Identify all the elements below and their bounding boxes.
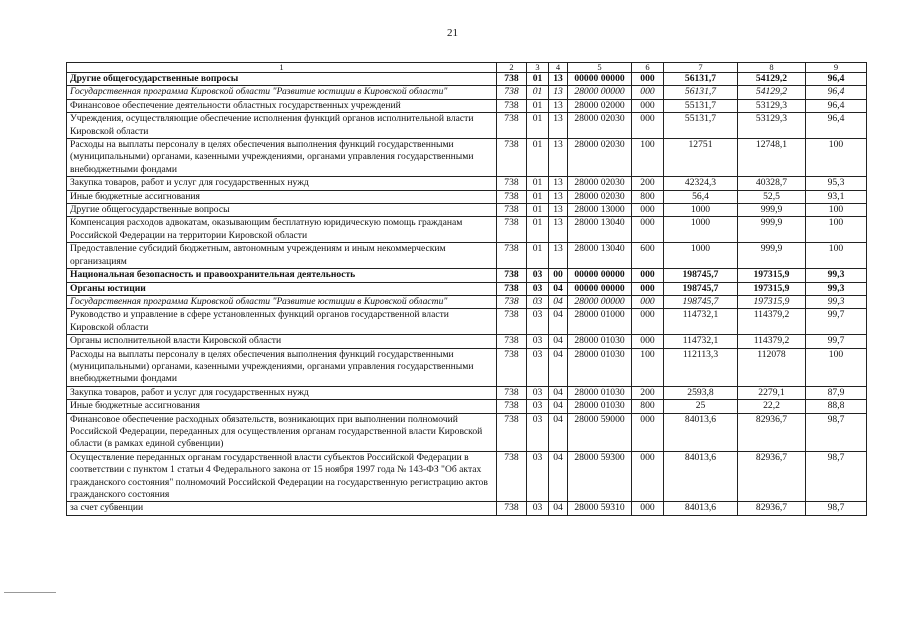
row-expense-type: 200 bbox=[632, 386, 664, 399]
table-row bbox=[67, 177, 867, 190]
row-planned: 25 bbox=[664, 400, 738, 413]
row-expense-type: 600 bbox=[632, 243, 664, 269]
row-target-article: 28000 13040 bbox=[568, 217, 632, 243]
row-percent: 99,3 bbox=[806, 282, 867, 295]
row-executed: 54129,2 bbox=[738, 73, 806, 86]
row-planned: 84013,6 bbox=[664, 413, 738, 451]
row-planned: 56,4 bbox=[664, 190, 738, 203]
row-target-article: 28000 00000 bbox=[568, 86, 632, 99]
row-name: Другие общегосударственные вопросы bbox=[67, 73, 497, 86]
row-executed: 53129,3 bbox=[738, 99, 806, 112]
row-percent: 96,4 bbox=[806, 73, 867, 86]
row-admin-code: 738 bbox=[497, 73, 527, 86]
row-planned: 84013,6 bbox=[664, 502, 738, 515]
row-subsection: 13 bbox=[549, 204, 568, 217]
row-section: 01 bbox=[527, 177, 549, 190]
row-name: Предоставление субсидий бюджетным, автономным учреждениям и иным некоммерческим организациям bbox=[67, 243, 497, 269]
col-header-1: 1 bbox=[67, 63, 497, 73]
row-planned: 198745,7 bbox=[664, 295, 738, 308]
row-admin-code: 738 bbox=[497, 502, 527, 515]
col-header-6: 6 bbox=[632, 63, 664, 73]
table-row bbox=[67, 204, 867, 217]
row-section: 03 bbox=[527, 400, 549, 413]
row-subsection: 04 bbox=[549, 335, 568, 348]
row-section: 01 bbox=[527, 217, 549, 243]
table-row bbox=[67, 243, 867, 269]
row-expense-type: 000 bbox=[632, 99, 664, 112]
row-target-article: 28000 59000 bbox=[568, 413, 632, 451]
row-section: 01 bbox=[527, 243, 549, 269]
row-executed: 53129,3 bbox=[738, 113, 806, 139]
row-target-article: 28000 01030 bbox=[568, 386, 632, 399]
row-admin-code: 738 bbox=[497, 451, 527, 502]
row-subsection: 13 bbox=[549, 177, 568, 190]
row-section: 03 bbox=[527, 502, 549, 515]
row-percent: 98,7 bbox=[806, 451, 867, 502]
row-percent: 87,9 bbox=[806, 386, 867, 399]
row-section: 03 bbox=[527, 451, 549, 502]
row-section: 03 bbox=[527, 386, 549, 399]
row-planned: 84013,6 bbox=[664, 451, 738, 502]
row-percent: 95,3 bbox=[806, 177, 867, 190]
row-percent: 100 bbox=[806, 204, 867, 217]
row-percent: 100 bbox=[806, 243, 867, 269]
row-section: 03 bbox=[527, 309, 549, 335]
row-subsection: 13 bbox=[549, 139, 568, 177]
row-name: Учреждения, осуществляющие обеспечение исполнения функций органов исполнительной власти Кировской области bbox=[67, 113, 497, 139]
row-planned: 198745,7 bbox=[664, 282, 738, 295]
row-admin-code: 738 bbox=[497, 282, 527, 295]
row-subsection: 04 bbox=[549, 348, 568, 386]
row-percent: 99,3 bbox=[806, 295, 867, 308]
row-planned: 42324,3 bbox=[664, 177, 738, 190]
row-admin-code: 738 bbox=[497, 217, 527, 243]
row-subsection: 13 bbox=[549, 190, 568, 203]
row-planned: 114732,1 bbox=[664, 335, 738, 348]
row-expense-type: 800 bbox=[632, 190, 664, 203]
row-section: 03 bbox=[527, 413, 549, 451]
row-subsection: 04 bbox=[549, 386, 568, 399]
row-target-article: 28000 59310 bbox=[568, 502, 632, 515]
row-expense-type: 000 bbox=[632, 73, 664, 86]
row-admin-code: 738 bbox=[497, 309, 527, 335]
row-section: 03 bbox=[527, 335, 549, 348]
row-planned: 2593,8 bbox=[664, 386, 738, 399]
row-subsection: 13 bbox=[549, 73, 568, 86]
row-executed: 82936,7 bbox=[738, 502, 806, 515]
row-percent: 99,7 bbox=[806, 309, 867, 335]
row-name: за счет субвенции bbox=[67, 502, 497, 515]
row-expense-type: 200 bbox=[632, 177, 664, 190]
row-target-article: 28000 01000 bbox=[568, 309, 632, 335]
row-subsection: 04 bbox=[549, 413, 568, 451]
row-target-article: 28000 02030 bbox=[568, 177, 632, 190]
row-target-article: 00000 00000 bbox=[568, 282, 632, 295]
row-name: Финансовое обеспечение расходных обязательств, возникающих при выполнении полномочий Российской Федерации, переданных для осуществления органам государственной власти Кировской области (в рамках единой субвенции) bbox=[67, 413, 497, 451]
row-target-article: 28000 01030 bbox=[568, 348, 632, 386]
row-expense-type: 000 bbox=[632, 502, 664, 515]
row-admin-code: 738 bbox=[497, 204, 527, 217]
row-target-article: 28000 01030 bbox=[568, 335, 632, 348]
row-executed: 40328,7 bbox=[738, 177, 806, 190]
row-name: Закупка товаров, работ и услуг для государственных нужд bbox=[67, 177, 497, 190]
row-name: Иные бюджетные ассигнования bbox=[67, 400, 497, 413]
row-target-article: 28000 59300 bbox=[568, 451, 632, 502]
row-name: Государственная программа Кировской области "Развитие юстиции в Кировской области" bbox=[67, 295, 497, 308]
row-planned: 1000 bbox=[664, 243, 738, 269]
row-executed: 999,9 bbox=[738, 217, 806, 243]
row-executed: 2279,1 bbox=[738, 386, 806, 399]
row-expense-type: 000 bbox=[632, 335, 664, 348]
row-name: Руководство и управление в сфере установленных функций органов государственной власти Кировской области bbox=[67, 309, 497, 335]
row-name: Национальная безопасность и правоохранительная деятельность bbox=[67, 269, 497, 282]
row-admin-code: 738 bbox=[497, 269, 527, 282]
row-expense-type: 000 bbox=[632, 295, 664, 308]
row-admin-code: 738 bbox=[497, 295, 527, 308]
table-row bbox=[67, 73, 867, 86]
row-subsection: 13 bbox=[549, 113, 568, 139]
row-target-article: 28000 02000 bbox=[568, 99, 632, 112]
row-section: 01 bbox=[527, 139, 549, 177]
row-expense-type: 000 bbox=[632, 269, 664, 282]
row-admin-code: 738 bbox=[497, 177, 527, 190]
row-planned: 112113,3 bbox=[664, 348, 738, 386]
row-expense-type: 100 bbox=[632, 139, 664, 177]
row-executed: 999,9 bbox=[738, 243, 806, 269]
table-row bbox=[67, 99, 867, 112]
row-percent: 98,7 bbox=[806, 502, 867, 515]
row-planned: 12751 bbox=[664, 139, 738, 177]
table-row bbox=[67, 217, 867, 243]
row-planned: 1000 bbox=[664, 217, 738, 243]
row-subsection: 13 bbox=[549, 86, 568, 99]
row-admin-code: 738 bbox=[497, 413, 527, 451]
row-admin-code: 738 bbox=[497, 86, 527, 99]
row-percent: 93,1 bbox=[806, 190, 867, 203]
row-expense-type: 800 bbox=[632, 400, 664, 413]
table-row bbox=[67, 386, 867, 399]
table-row bbox=[67, 502, 867, 515]
row-subsection: 13 bbox=[549, 99, 568, 112]
row-executed: 52,5 bbox=[738, 190, 806, 203]
row-section: 01 bbox=[527, 99, 549, 112]
row-executed: 197315,9 bbox=[738, 269, 806, 282]
row-executed: 54129,2 bbox=[738, 86, 806, 99]
row-percent: 96,4 bbox=[806, 86, 867, 99]
col-header-2: 2 bbox=[497, 63, 527, 73]
row-name: Расходы на выплаты персоналу в целях обеспечения выполнения функций государственными (муниципальными) органами, казенными учреждениями, органами управления государственными внебюджетными фондами bbox=[67, 139, 497, 177]
row-target-article: 28000 13040 bbox=[568, 243, 632, 269]
row-expense-type: 000 bbox=[632, 309, 664, 335]
row-executed: 114379,2 bbox=[738, 309, 806, 335]
row-planned: 1000 bbox=[664, 204, 738, 217]
row-subsection: 04 bbox=[549, 451, 568, 502]
row-admin-code: 738 bbox=[497, 139, 527, 177]
row-expense-type: 000 bbox=[632, 413, 664, 451]
row-executed: 22,2 bbox=[738, 400, 806, 413]
col-header-8: 8 bbox=[738, 63, 806, 73]
row-section: 01 bbox=[527, 190, 549, 203]
row-percent: 99,3 bbox=[806, 269, 867, 282]
row-name: Финансовое обеспечение деятельности областных государственных учреждений bbox=[67, 99, 497, 112]
table-row bbox=[67, 282, 867, 295]
budget-table bbox=[66, 62, 867, 516]
row-admin-code: 738 bbox=[497, 348, 527, 386]
row-executed: 197315,9 bbox=[738, 282, 806, 295]
row-name: Другие общегосударственные вопросы bbox=[67, 204, 497, 217]
row-admin-code: 738 bbox=[497, 99, 527, 112]
row-planned: 55131,7 bbox=[664, 113, 738, 139]
table-row bbox=[67, 348, 867, 386]
row-admin-code: 738 bbox=[497, 113, 527, 139]
row-planned: 55131,7 bbox=[664, 99, 738, 112]
row-percent: 96,4 bbox=[806, 113, 867, 139]
margin-mark bbox=[4, 592, 56, 593]
table-row bbox=[67, 190, 867, 203]
row-expense-type: 000 bbox=[632, 451, 664, 502]
table-row bbox=[67, 86, 867, 99]
row-percent: 100 bbox=[806, 217, 867, 243]
row-expense-type: 000 bbox=[632, 204, 664, 217]
table-row bbox=[67, 400, 867, 413]
row-name: Компенсация расходов адвокатам, оказывающим бесплатную юридическую помощь гражданам Российской Федерации на территории Кировской области bbox=[67, 217, 497, 243]
row-subsection: 04 bbox=[549, 309, 568, 335]
table-row bbox=[67, 269, 867, 282]
row-name: Закупка товаров, работ и услуг для государственных нужд bbox=[67, 386, 497, 399]
row-target-article: 28000 02030 bbox=[568, 113, 632, 139]
row-executed: 112078 bbox=[738, 348, 806, 386]
row-section: 03 bbox=[527, 348, 549, 386]
row-percent: 100 bbox=[806, 139, 867, 177]
row-subsection: 04 bbox=[549, 282, 568, 295]
row-subsection: 13 bbox=[549, 243, 568, 269]
row-executed: 82936,7 bbox=[738, 451, 806, 502]
row-name: Осуществление переданных органам государственной власти субъектов Российской Федерации в соответствии с пунктом 1 статьи 4 Федерального закона от 15 ноября 1997 года № 143-ФЗ "Об актах гражданского состояния" полномочий Российской Федерации на государственную регистрацию актов гражданского состояния bbox=[67, 451, 497, 502]
row-expense-type: 100 bbox=[632, 348, 664, 386]
row-name: Расходы на выплаты персоналу в целях обеспечения выполнения функций государственными (муниципальными) органами, казенными учреждениями, органами управления государственными внебюджетными фондами bbox=[67, 348, 497, 386]
col-header-7: 7 bbox=[664, 63, 738, 73]
row-percent: 88,8 bbox=[806, 400, 867, 413]
row-planned: 56131,7 bbox=[664, 86, 738, 99]
table-row bbox=[67, 309, 867, 335]
row-executed: 999,9 bbox=[738, 204, 806, 217]
row-executed: 114379,2 bbox=[738, 335, 806, 348]
row-name: Государственная программа Кировской области "Развитие юстиции в Кировской области" bbox=[67, 86, 497, 99]
row-subsection: 04 bbox=[549, 502, 568, 515]
col-header-5: 5 bbox=[568, 63, 632, 73]
row-admin-code: 738 bbox=[497, 400, 527, 413]
row-target-article: 28000 01030 bbox=[568, 400, 632, 413]
row-percent: 99,7 bbox=[806, 335, 867, 348]
row-admin-code: 738 bbox=[497, 243, 527, 269]
table-row bbox=[67, 113, 867, 139]
page-number: 21 bbox=[447, 27, 458, 39]
row-section: 03 bbox=[527, 282, 549, 295]
row-name: Иные бюджетные ассигнования bbox=[67, 190, 497, 203]
row-target-article: 28000 13000 bbox=[568, 204, 632, 217]
row-expense-type: 000 bbox=[632, 86, 664, 99]
row-percent: 100 bbox=[806, 348, 867, 386]
row-target-article: 00000 00000 bbox=[568, 269, 632, 282]
row-section: 01 bbox=[527, 86, 549, 99]
row-executed: 197315,9 bbox=[738, 295, 806, 308]
row-executed: 82936,7 bbox=[738, 413, 806, 451]
row-planned: 198745,7 bbox=[664, 269, 738, 282]
row-percent: 96,4 bbox=[806, 99, 867, 112]
row-expense-type: 000 bbox=[632, 282, 664, 295]
col-header-9: 9 bbox=[806, 63, 867, 73]
table-row bbox=[67, 335, 867, 348]
header-row bbox=[67, 63, 867, 73]
col-header-4: 4 bbox=[549, 63, 568, 73]
row-target-article: 00000 00000 bbox=[568, 73, 632, 86]
col-header-3: 3 bbox=[527, 63, 549, 73]
row-admin-code: 738 bbox=[497, 335, 527, 348]
table-row bbox=[67, 451, 867, 502]
row-subsection: 13 bbox=[549, 217, 568, 243]
row-subsection: 04 bbox=[549, 400, 568, 413]
row-planned: 114732,1 bbox=[664, 309, 738, 335]
row-admin-code: 738 bbox=[497, 386, 527, 399]
row-percent: 98,7 bbox=[806, 413, 867, 451]
table-row bbox=[67, 413, 867, 451]
row-name: Органы исполнительной власти Кировской области bbox=[67, 335, 497, 348]
row-expense-type: 000 bbox=[632, 113, 664, 139]
row-target-article: 28000 02030 bbox=[568, 190, 632, 203]
row-section: 01 bbox=[527, 113, 549, 139]
row-section: 03 bbox=[527, 295, 549, 308]
row-target-article: 28000 00000 bbox=[568, 295, 632, 308]
row-executed: 12748,1 bbox=[738, 139, 806, 177]
table-row bbox=[67, 139, 867, 177]
row-target-article: 28000 02030 bbox=[568, 139, 632, 177]
row-section: 01 bbox=[527, 73, 549, 86]
row-subsection: 04 bbox=[549, 295, 568, 308]
row-planned: 56131,7 bbox=[664, 73, 738, 86]
row-admin-code: 738 bbox=[497, 190, 527, 203]
row-subsection: 00 bbox=[549, 269, 568, 282]
table-row bbox=[67, 295, 867, 308]
row-expense-type: 000 bbox=[632, 217, 664, 243]
row-name: Органы юстиции bbox=[67, 282, 497, 295]
row-section: 03 bbox=[527, 269, 549, 282]
row-section: 01 bbox=[527, 204, 549, 217]
